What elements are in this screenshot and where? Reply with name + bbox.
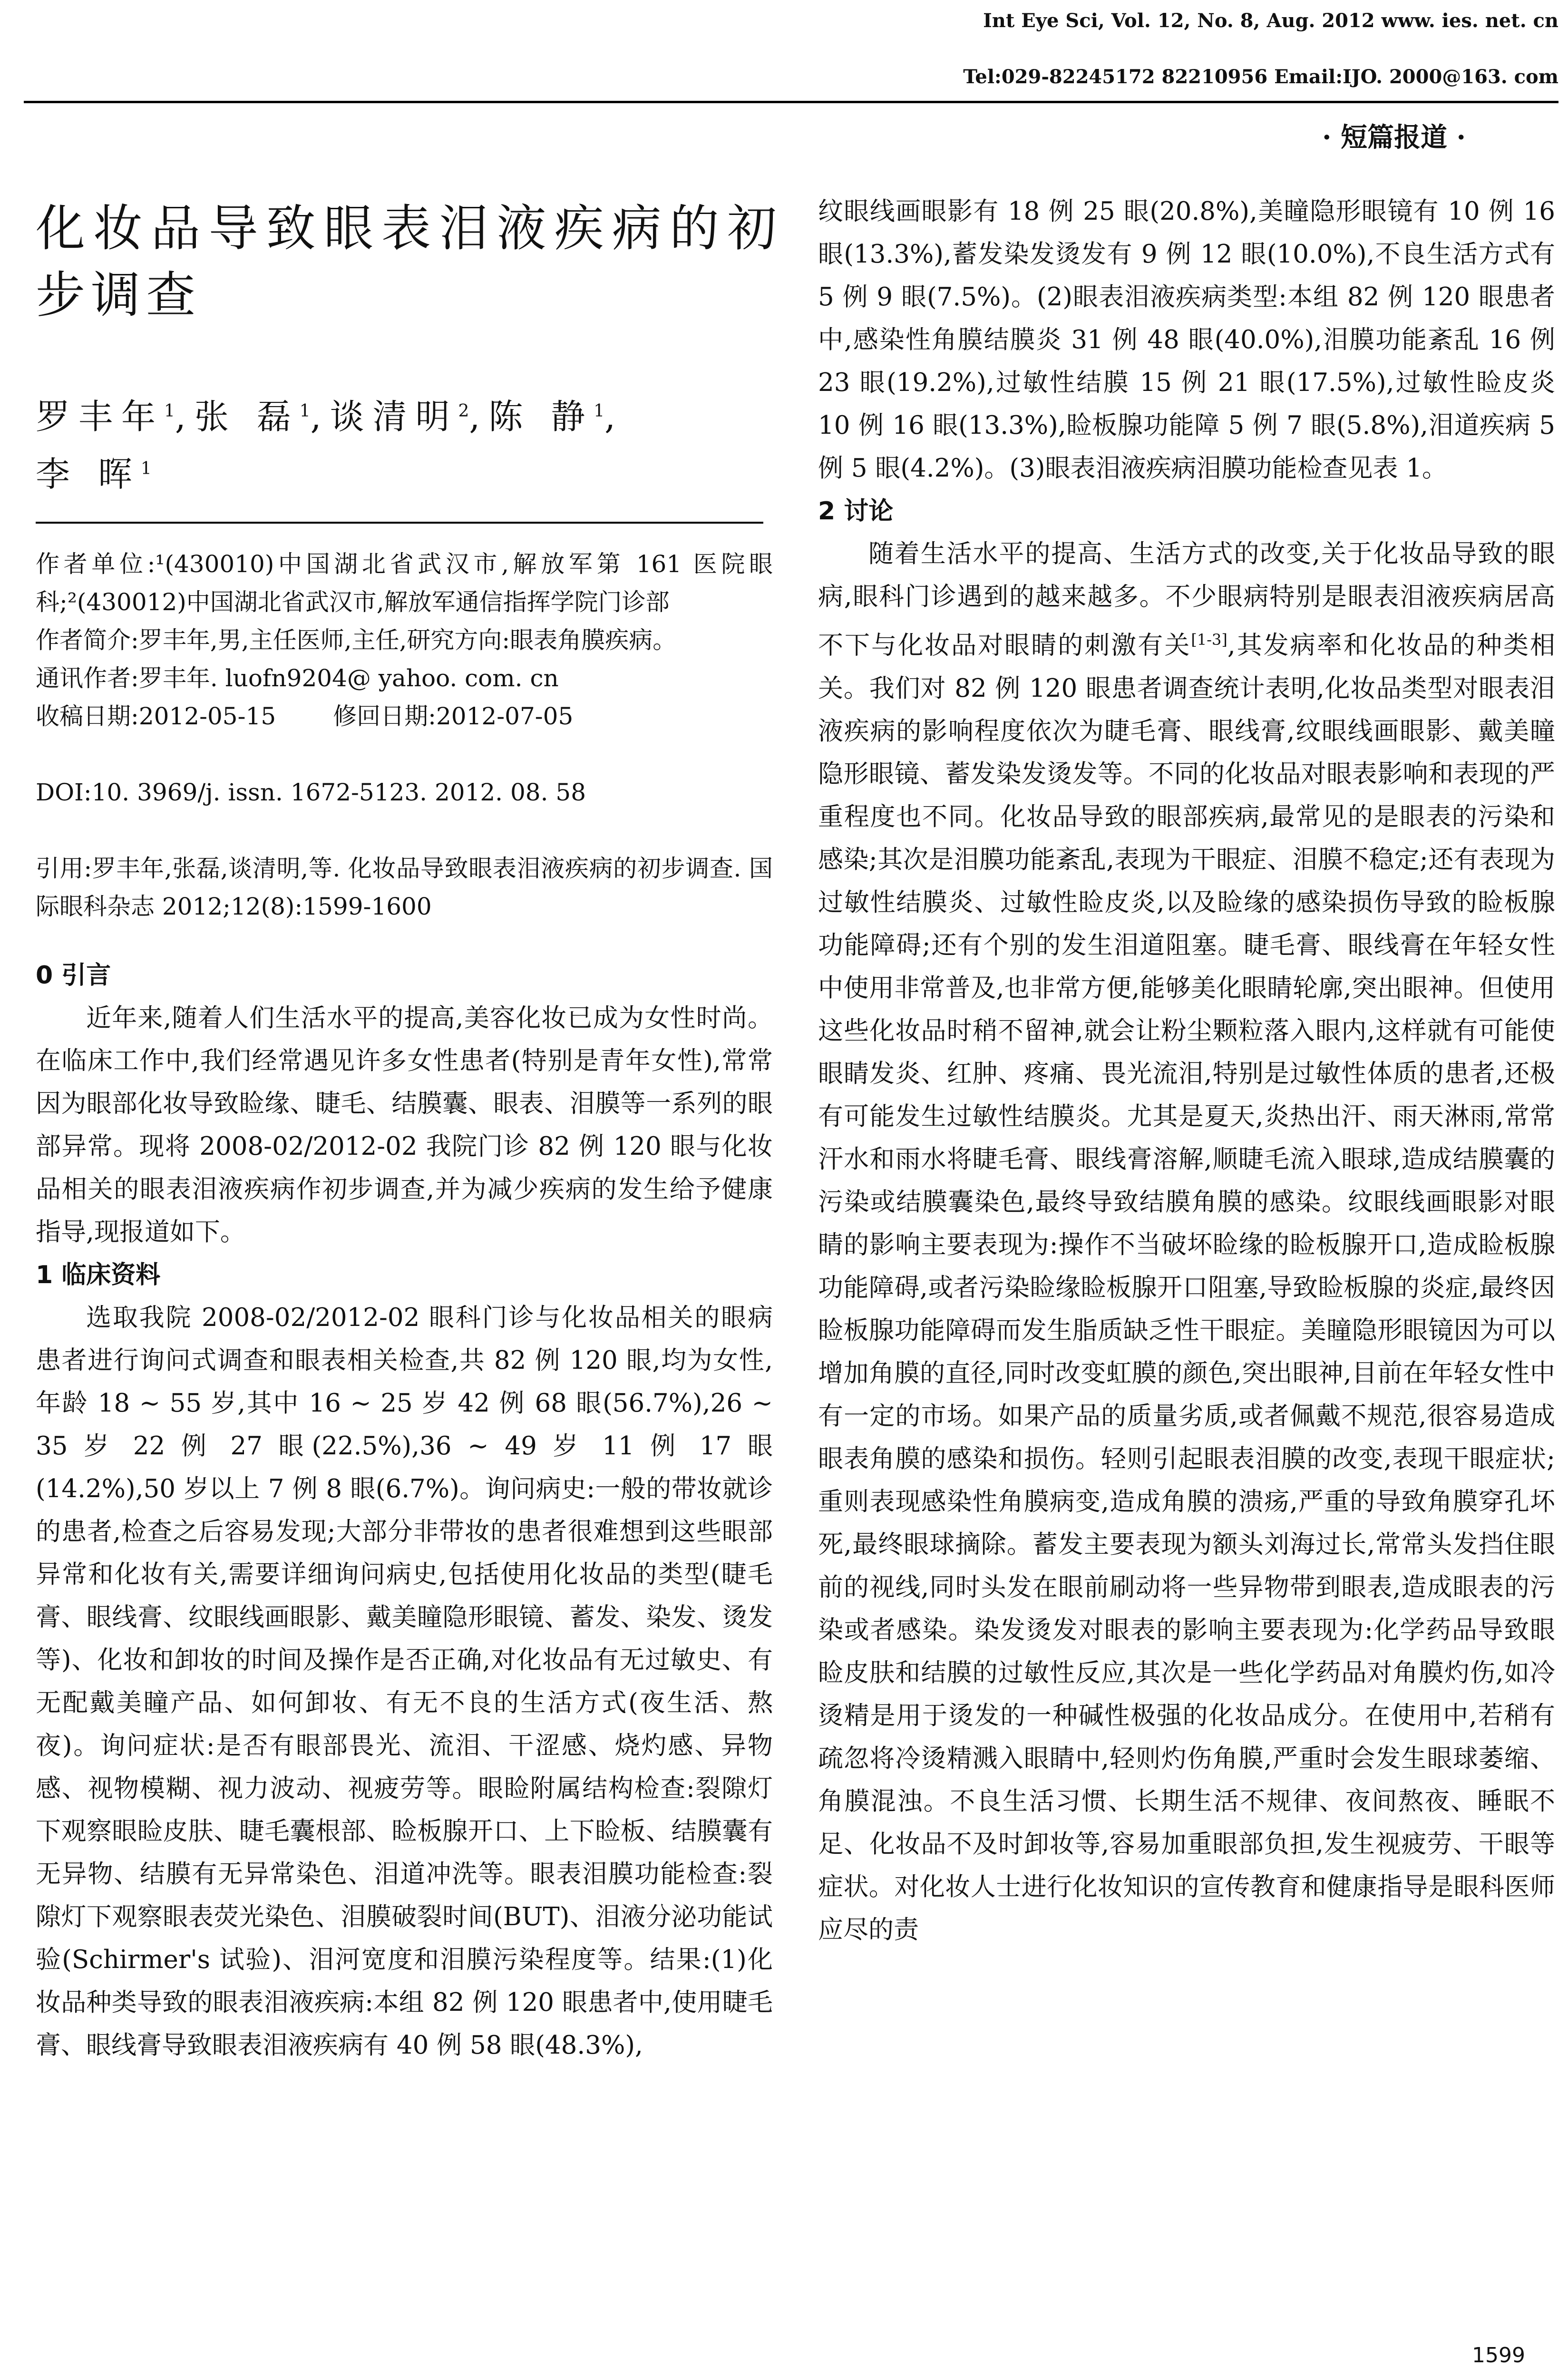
author-affiliation-mark: 1 (164, 401, 175, 421)
results-continued-paragraph: 纹眼线画眼影有 18 例 25 眼(20.8%),美瞳隐形眼镜有 10 例 16 眼(13.3%),蓄发染发烫发有 9 例 12 眼(10.0%),不良生活方式有 5 例 9 眼(7.5%)。(2)眼表泪液疾病类型:本组 82 例 120 眼患者中,感染性角膜结膜炎 31 例 48 眼(40.0%),泪膜功能紊乱 16 例 23 眼(19.2%),过敏性结膜 15 例 21 眼(17.5%),过敏性睑皮炎 10 例 16 眼(13.3%),睑板腺功能障 5 例 7 眼(5.8%),泪道疾病 5 例 5 眼(4.2%)。(3)眼表泪液疾病泪膜功能检查见表 1。 (818, 197, 1555, 483)
discussion-text-part1: 随着生活水平的提高、生活方式的改变,关于化妆品导致的眼病,眼科门诊遇到的越来越多。不少眼病特别是眼表泪液疾病居高不下与化妆品对眼睛的刺激有关 (818, 539, 1555, 660)
running-header-line1: Int Eye Sci, Vol. 12, No. 8, Aug. 2012 www. ies. net. cn (983, 10, 1558, 32)
section-tag: · 短篇报道 · (1322, 122, 1466, 153)
author-name: 张 磊 (194, 397, 300, 437)
reference-mark: [1-3] (1191, 631, 1227, 649)
intro-paragraph: 近年来,随着人们生活水平的提高,美容化妆已成为女性时尚。在临床工作中,我们经常遇见许多女性患者(特别是青年女性),常常因为眼部化妆导致睑缘、睫毛、结膜囊、眼表、泪膜等一系列的眼部异常。现将 2008-02/2012-02 我院门诊 82 例 120 眼与化妆品相关的眼表泪液疾病作初步调查,并为减少疾病的发生给予健康指导,现报道如下。 (36, 1003, 773, 1247)
header-rule (24, 101, 1558, 103)
author-name: 罗丰年 (36, 397, 165, 437)
running-header-line2: Tel:029-82245172 82210956 Email:IJO. 2000@163. com (963, 66, 1558, 88)
author-affiliation-mark: 1 (140, 459, 152, 478)
author-name: 陈 静 (488, 397, 594, 437)
author-name: 李 晖 (36, 454, 141, 494)
discussion-text-part2: ,其发病率和化妆品的种类相关。我们对 82 例 120 眼患者调查统计表明,化妆品类型对眼表泪液疾病的影响程度依次为睫毛膏、眼线膏,纹眼线画眼影、戴美瞳隐形眼镜、蓄发染发烫发等。不同的化妆品对眼表影响和表现的严重程度也不同。化妆品导致的眼部疾病,最常见的是眼表的污染和感染;其次是泪膜功能紊乱,表现为干眼症、泪膜不稳定;还有表现为过敏性结膜炎、过敏性睑皮炎,以及睑缘的感染损伤导致的睑板腺功能障碍;还有个别的发生泪道阻塞。睫毛膏、眼线膏在年轻女性中使用非常普及,也非常方便,能够美化眼睛轮廓,突出眼神。但使用这些化妆品时稍不留神,就会让粉尘颗粒落入眼内,这样就有可能使眼睛发炎、红肿、疼痛、畏光流泪,特别是过敏性体质的患者,还极有可能发生过敏性结膜炎。尤其是夏天,炎热出汗、雨天淋雨,常常汗水和雨水将睫毛膏、眼线膏溶解,顺睫毛流入眼球,造成结膜囊的污染或结膜囊染色,最终导致结膜角膜的感染。纹眼线画眼影对眼睛的影响主要表现为:操作不当破坏睑缘的睑板腺开口,造成睑板腺功能障碍,或者污染睑缘睑板腺开口阻塞,导致睑板腺的炎症,最终因睑板腺功能障碍而发生脂质缺乏性干眼症。美瞳隐形眼镜因为可以增加角膜的直径,同时改变虹膜的颜色,突出眼神,目前在年轻女性中有一定的市场。如果产品的质量劣质,或者佩戴不规范,很容易造成眼表角膜的感染和损伤。轻则引起眼表泪膜的改变,表现干眼症状;重则表现感染性角膜病变,造成角膜的溃疡,严重的导致角膜穿孔坏死,最终眼球摘除。蓄发主要表现为额头刘海过长,常常头发挡住眼前的视线,同时头发在眼前刷动将一些异物带到眼表,造成眼表的污染或者感染。染发烫发对眼表的影响主要表现为:化学药品导致眼睑皮肤和结膜的过敏性反应,其次是一些化学药品对角膜灼伤,如冷烫精是用于烫发的一种碱性极强的化妆品成分。在使用中,若稍有疏忽将冷烫精溅入眼睛中,轻则灼伤角膜,严重时会发生眼球萎缩、角膜混浊。不良生活习惯、长期生活不规律、夜间熬夜、睡眠不足、化妆品不及时卸妆等,容易加重眼部负担,发生视疲劳、干眼等症状。对化妆人士进行化妆知识的宣传教育和健康指导是眼科医师应尽的责 (818, 631, 1556, 1944)
citation-label: 引用 (36, 855, 84, 882)
discussion-paragraph (818, 533, 1555, 1951)
left-column (36, 195, 782, 2067)
author-affiliation-mark: 1 (594, 401, 605, 421)
author-list: 罗丰年$^1$,张 磊$^1$,谈清明$^2$,陈 静$^1$, 李 晖$^1$ (36, 397, 624, 494)
article-title: 化妆品导致眼表泪液疾病的初步调查 (36, 199, 782, 324)
page-number: 1599 (1472, 2343, 1525, 2367)
citation (36, 849, 773, 925)
author-affiliation-mark: 2 (458, 401, 469, 421)
author-affiliation-mark: 1 (299, 401, 311, 421)
affiliation: 作者单位:¹(430010)中国湖北省武汉市,解放军第 161 医院眼科;²(430012)中国湖北省武汉市,解放军通信指挥学院门诊部 (36, 550, 773, 616)
clinical-paragraph: 选取我院 2008-02/2012-02 眼科门诊与化妆品相关的眼病患者进行询问式调查和眼表相关检查,共 82 例 120 眼,均为女性,年龄 18 ~ 55 岁,其中 16 ~ 25 岁 42 例 68 眼(56.7%),26 ~ 35 岁 22 例 27 眼(22.5%),36 ~ 49 岁 11 例 17 眼(14.2%),50 岁以上 7 例 8 眼(6.7%)。询问病史:一般的带妆就诊的患者,检查之后容易发现;大部分非带妆的患者很难想到这些眼部异常和化妆有关,需要详细询问病史,包括使用化妆品的类型(睫毛膏、眼线膏、纹眼线画眼影、戴美瞳隐形眼镜、蓄发、染发、烫发等)、化妆和卸妆的时间及操作是否正确,对化妆品有无过敏史、有无配戴美瞳产品、如何卸妆、有无不良的生活方式(夜生活、熬夜)。询问症状:是否有眼部畏光、流泪、干涩感、烧灼感、异物感、视物模糊、视力波动、视疲劳等。眼睑附属结构检查:裂隙灯下观察眼睑皮肤、睫毛囊根部、睑板腺开口、上下睑板、结膜囊有无异物、结膜有无异常染色、泪道冲洗等。眼表泪膜功能检查:裂隙灯下观察眼表荧光染色、泪膜破裂时间(BUT)、泪液分泌功能试验(Schirmer's 试验)、泪河宽度和泪膜污染程度等。结果:(1)化妆品种类导致的眼表泪液疾病:本组 82 例 120 眼患者中,使用睫毛膏、眼线膏导致眼表泪液疾病有 40 例 58 眼(48.3%), (36, 1303, 773, 2060)
clinical-heading: 1 临床资料 (36, 1261, 161, 1289)
author-bio: 作者简介:罗丰年,男,主任医师,主任,研究方向:眼表角膜疾病。 (36, 626, 677, 654)
citation-text: :罗丰年,张磊,谈清明,等. 化妆品导致眼表泪液疾病的初步调查. 国际眼科杂志 2012;12(8):1599-1600 (36, 855, 773, 920)
received-date: 收稿日期:2012-05-15 (36, 702, 276, 730)
intro-heading: 0 引言 (36, 961, 111, 990)
doi: DOI:10. 3969/j. issn. 1672-5123. 2012. 08. 58 (36, 779, 586, 806)
right-column (818, 190, 1555, 1951)
author-name: 谈清明 (330, 397, 458, 437)
dates (36, 697, 773, 735)
correspondence: 通讯作者:罗丰年. luofn9204@ yahoo. com. cn (36, 664, 559, 692)
revised-date: 修回日期:2012-07-05 (333, 702, 574, 730)
discussion-heading: 2 讨论 (818, 497, 894, 526)
